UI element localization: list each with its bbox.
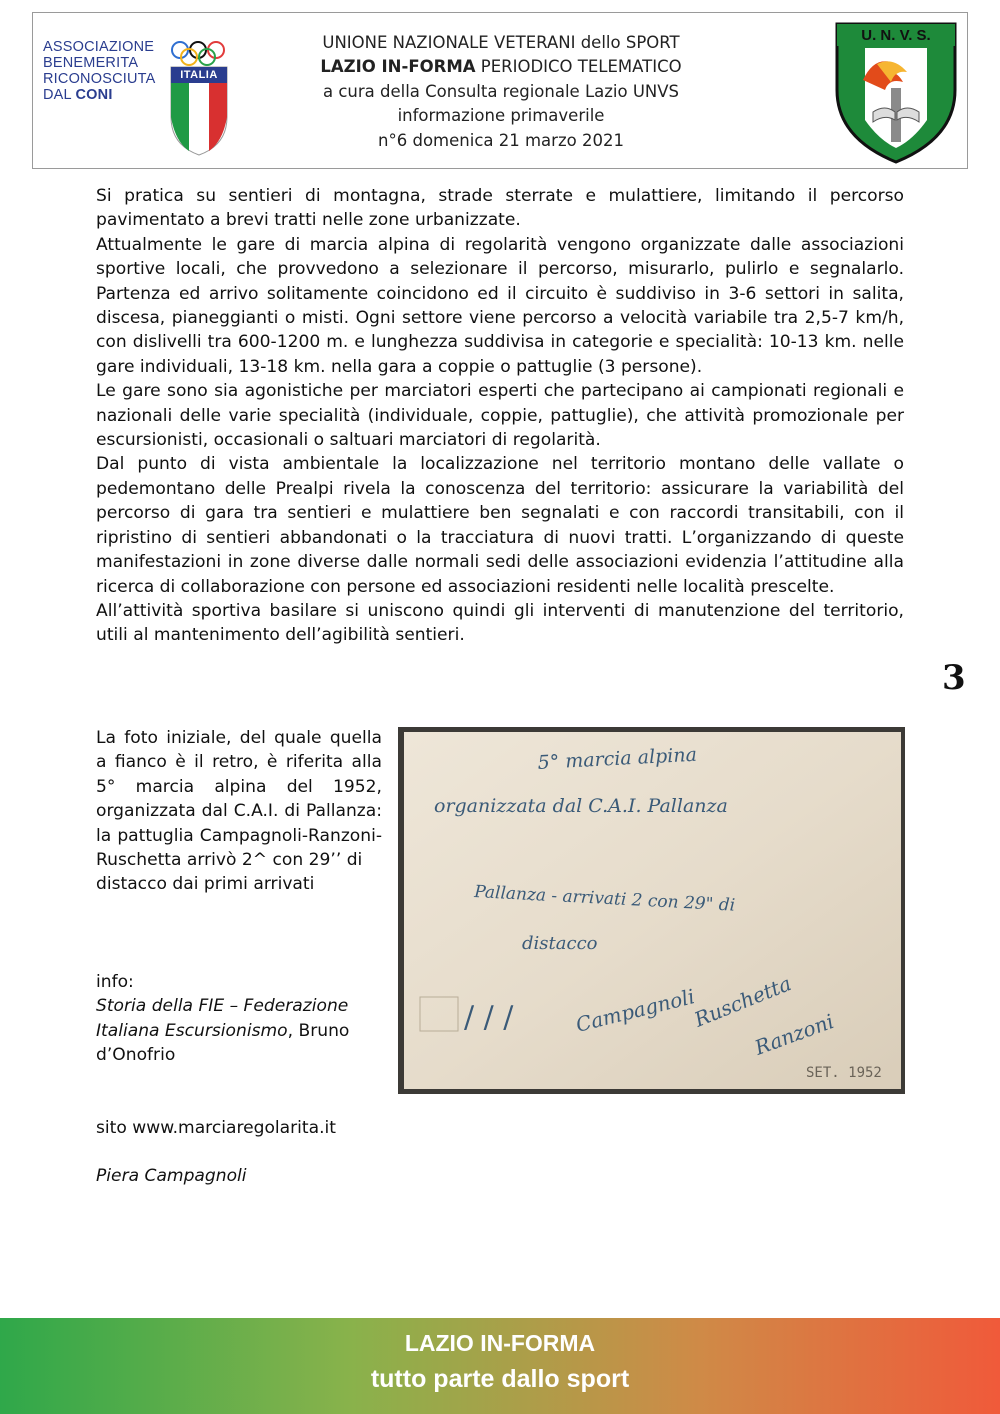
- caption-main: La foto iniziale, del quale quella a fianco è il retro, è riferita alla 5° marcia alpina del 1952, organizzata dal C.A.I. di Pallanza: la pattuglia Campagnoli-Ranzoni-Ruschetta arrivò 2^ con 29’’ di: [96, 728, 382, 871]
- info-source-rest: , Bruno d’Onofrio: [96, 1020, 350, 1066]
- paragraph-5: All’attività sportiva basilare si uniscono quindi gli interventi di manutenzione del territorio, utili al mantenimento dell’agibilità sentieri.: [96, 600, 904, 646]
- photo-back-of-picture: [398, 727, 905, 1094]
- page-footer: [0, 1318, 1000, 1414]
- photo-line-4: distacco: [522, 933, 598, 954]
- coni-line-1: ASSOCIAZIONE: [43, 39, 155, 55]
- coni-line-4-bold: CONI: [75, 87, 113, 103]
- coni-line-4-pre: DAL: [43, 87, 76, 103]
- header-line-2-rest: PERIODICO TELEMATICO: [475, 57, 682, 77]
- handwritten-card-image: [398, 727, 905, 1094]
- unvs-logo: [833, 20, 959, 166]
- header-line-1: UNIONE NAZIONALE VETERANI dello SPORT: [322, 33, 680, 52]
- coni-line-3: RICONOSCIUTA: [43, 71, 156, 87]
- paragraph-1: Si pratica su sentieri di montagna, strade sterrate e mulattiere, limitando il percorso pavimentato a brevi tratti nelle zone urbanizzate.: [96, 186, 904, 231]
- footer-line-2: tutto parte dallo sport: [370, 1365, 630, 1393]
- coni-logo-text: [43, 39, 156, 103]
- unvs-logo-text: U. N. V. S.: [861, 27, 931, 44]
- header-line-2: [223, 55, 779, 79]
- italia-badge-text: ITALIA: [180, 69, 218, 81]
- header-title-block: [223, 31, 779, 153]
- coni-line-4: [43, 87, 156, 103]
- paragraph-4: Dal punto di vista ambientale la localizzazione nel territorio montano delle vallate o pedemontano delle Prealpi rivela la conoscenza del territorio: assicurare la variabilità del percorso di gara tra sentieri e mulattiere ben segnalati e con raccordi transitabili, con il ripristino di sentieri abbandonati o la tracciatura di nuovi tratti. L’organizzando di queste manifestazioni in zone diverse dalle normali sedi delle associazioni evidenzia l’attitudine alla ricerca di collaborazione con persone ed associazioni residenti nelle località prescelte.: [96, 454, 904, 597]
- photo-sig-3: Ranzoni: [751, 1009, 837, 1060]
- photo-mark: / / /: [464, 1000, 514, 1035]
- header-line-5: n°6 domenica 21 marzo 2021: [378, 130, 624, 150]
- info-source-italic: Storia della FIE – Federazione Italiana Escursionismo: [96, 996, 349, 1041]
- photo-line-2: organizzata dal C.A.I. Pallanza: [434, 795, 728, 817]
- header-line-2-bold: LAZIO IN-FORMA: [320, 57, 476, 77]
- coni-line-2: BENEMERITA: [43, 55, 139, 71]
- info-block: [96, 970, 396, 1068]
- header-line-3: a cura della Consulta regionale Lazio UNVS: [322, 81, 680, 101]
- paragraph-3: Le gare sono sia agonistiche per marciatori esperti che partecipano ai campionati regionali e nazionali delle varie specialità (individuale, coppie, pattuglie), che attività promozionale per escursionisti, occasionali o saltuari marciatori di regolarità.: [96, 381, 904, 451]
- paragraph-2: Attualmente le gare di marcia alpina di regolarità vengono organizzate dalle associazioni sportive locali, che provvedono a selezionare il percorso, misurarlo, pulirlo e segnalarlo. Partenza ed arrivo solitamente coincidono ed il circuito è suddiviso in 3-6 settori in salita, discesa, pianeggianti o misti. Ogni settore viene percorso a velocità variabile tra 2,5-7 km/h, con dislivelli tra 600-1200 m. e lunghezza suddivisa in categorie e specialità: 10-13 km. nelle gare individuali, 13-18 km. nella gara a coppie o pattuglie (3 persone).: [96, 234, 904, 377]
- header-line-4: informazione primaverile: [397, 106, 605, 126]
- coni-logo: [43, 39, 243, 159]
- article-body: [96, 184, 904, 648]
- photo-sig-1: Campagnoli: [573, 984, 698, 1037]
- photo-stamp: SET. 1952: [806, 1065, 882, 1081]
- info-label: info:: [96, 972, 134, 992]
- photo-caption: [96, 726, 382, 897]
- website-reference: sito www.marciaregolarita.it: [96, 1118, 336, 1138]
- photo-sig-2: Ruschetta: [690, 971, 795, 1032]
- author-name: Piera Campagnoli: [96, 1166, 247, 1186]
- photo-line-3: Pallanza - arrivati 2 con 29" di: [473, 882, 736, 916]
- footer-line-1: LAZIO IN-FORMA: [404, 1330, 596, 1356]
- page-header: [32, 12, 968, 169]
- caption-last-line: distacco dai primi arrivati: [96, 874, 315, 895]
- photo-line-1: 5° marcia alpina: [537, 743, 698, 774]
- info-source: [96, 994, 396, 1067]
- page-number: 3: [942, 658, 966, 698]
